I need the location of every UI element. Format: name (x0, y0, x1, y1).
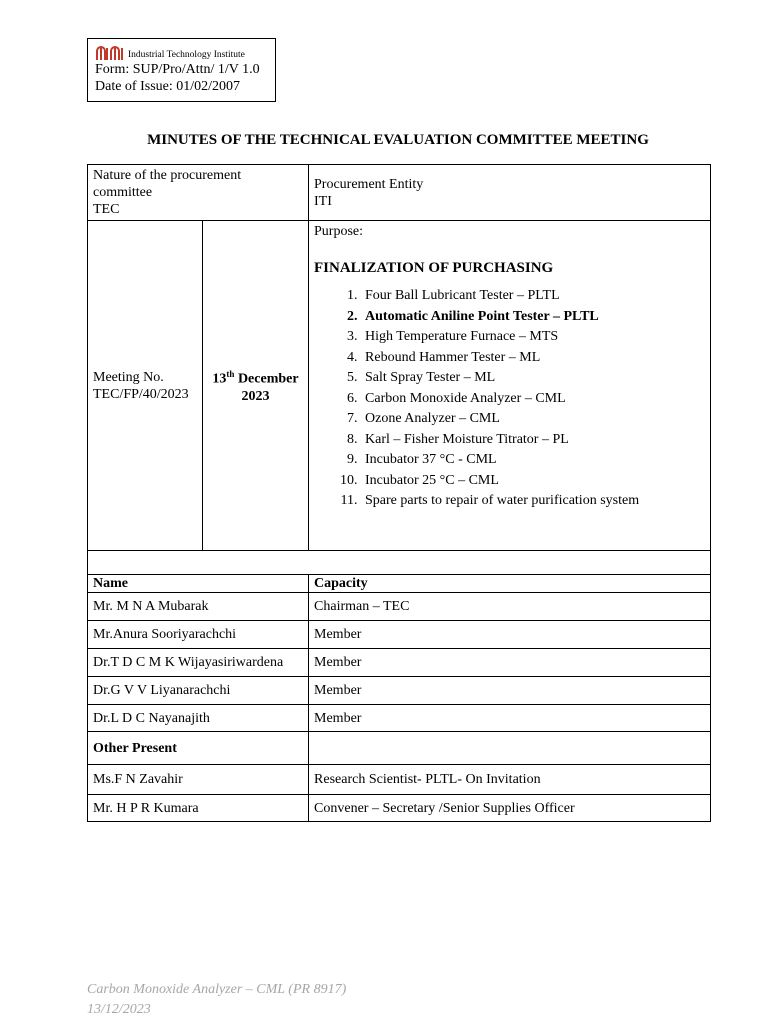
purpose-heading: FINALIZATION OF PURCHASING (314, 260, 554, 276)
entity-value: ITI (314, 193, 332, 209)
institute-name: Industrial Technology Institute (128, 50, 245, 60)
footer-line-1: Carbon Monoxide Analyzer – CML (PR 8917) (87, 982, 347, 997)
entity-cell (309, 165, 711, 221)
form-info-box (87, 38, 276, 102)
member-name: Dr.L D C Nayanajith (88, 705, 309, 732)
meeting-date (203, 221, 309, 551)
other-capacity: Convener – Secretary /Senior Supplies Officer (309, 795, 711, 822)
purchase-item: 5. Salt Spray Tester – ML (361, 368, 705, 389)
nature-label: Nature of the procurement committee (93, 168, 242, 200)
form-number: Form: SUP/Pro/Attn/ 1/V 1.0 (95, 62, 260, 77)
purchase-item: 7. Ozone Analyzer – CML (361, 409, 705, 430)
member-capacity: Member (309, 705, 711, 732)
document-title: MINUTES OF THE TECHNICAL EVALUATION COMMITTEE MEETING (147, 132, 649, 148)
meeting-cell (88, 221, 203, 551)
purchase-item: 6. Carbon Monoxide Analyzer – CML (361, 389, 705, 410)
member-capacity: Member (309, 621, 711, 649)
purchase-item: 4. Rebound Hammer Tester – ML (361, 348, 705, 369)
date-day: 13 (212, 371, 227, 387)
purchase-items-list (314, 286, 705, 512)
purchase-item: 1. Four Ball Lubricant Tester – PLTL (361, 286, 705, 307)
purchase-item: 8. Karl – Fisher Moisture Titrator – PL (361, 430, 705, 451)
page-footer (87, 980, 346, 1020)
capacity-header: Capacity (309, 575, 711, 593)
footer-line-2: 13/12/2023 (87, 1002, 151, 1017)
iti-logo-icon (95, 45, 127, 61)
member-name: Mr. M N A Mubarak (88, 593, 309, 621)
member-name: Mr.Anura Sooriyarachchi (88, 621, 309, 649)
name-header: Name (88, 575, 309, 593)
other-name: Ms.F N Zavahir (88, 765, 309, 795)
issue-date: Date of Issue: 01/02/2007 (95, 79, 241, 94)
member-capacity: Chairman – TEC (309, 593, 711, 621)
purchase-item: 3. High Temperature Furnace – MTS (361, 327, 705, 348)
date-suffix: th (226, 369, 235, 380)
meeting-number: TEC/FP/40/2023 (93, 386, 189, 402)
other-present-label: Other Present (88, 732, 309, 765)
meeting-label: Meeting No. (93, 369, 164, 385)
purpose-cell (309, 221, 711, 551)
other-present-empty (309, 732, 711, 765)
purpose-label: Purpose: (314, 224, 364, 239)
nature-value: TEC (93, 202, 120, 217)
member-capacity: Member (309, 677, 711, 705)
purchase-item: 10. Incubator 25 °C – CML (361, 471, 705, 492)
member-name: Dr.T D C M K Wijayasiriwardena (88, 649, 309, 677)
other-name: Mr. H P R Kumara (88, 795, 309, 822)
purchase-item: 11. Spare parts to repair of water purification system (361, 491, 705, 512)
institute-header (95, 41, 268, 61)
entity-label: Procurement Entity (314, 176, 424, 192)
date-month: December (237, 371, 299, 387)
member-name: Dr.G V V Liyanarachchi (88, 677, 309, 705)
other-capacity: Research Scientist- PLTL- On Invitation (309, 765, 711, 795)
date-year: 2023 (241, 388, 270, 404)
purchase-item: 2. Automatic Aniline Point Tester – PLTL (361, 307, 705, 328)
purchase-item: 9. Incubator 37 °C - CML (361, 450, 705, 471)
minutes-table (87, 164, 711, 822)
spacer-row (88, 551, 711, 575)
nature-cell (88, 165, 309, 221)
member-capacity: Member (309, 649, 711, 677)
